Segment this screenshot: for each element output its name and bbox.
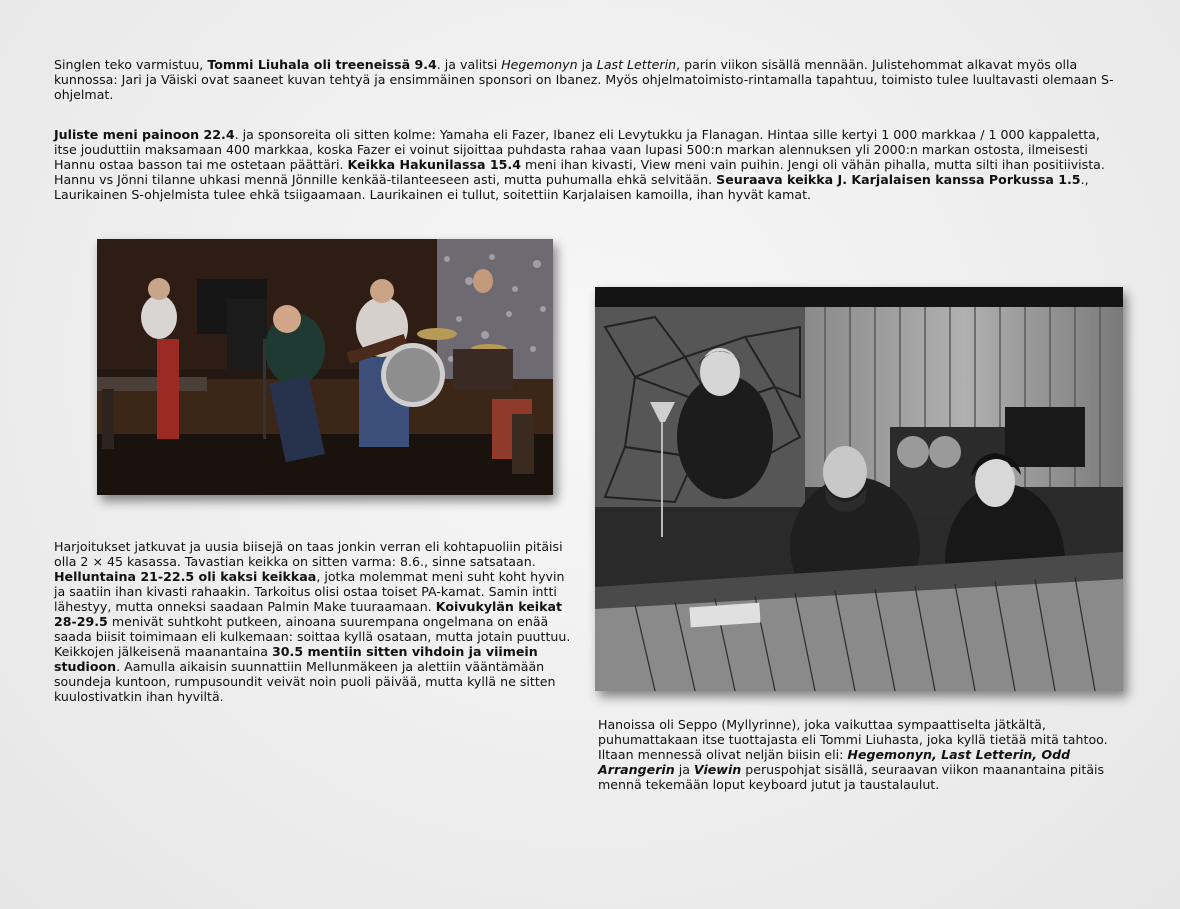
text: ., Laurikainen S-ohjelmista tulee ehkä tsiigaamaan. Laurikainen ei tullut, soitettiin Karjalaisen kamoilla, ihan hyvät kamat. <box>54 172 1089 202</box>
studio-photo <box>595 287 1123 691</box>
studio-photo-image <box>595 287 1123 691</box>
bold-text: 30.5 mentiin sitten vihdoin ja viimein studioon <box>54 644 538 674</box>
text: , parin viikon sisällä mennään. Julistehommat alkavat myös olla kunnossa: Jari ja Väiski ovat saaneet kuvan tehtyä ja ensimmäinen sponsori on Ibanez. Myös ohjelmatoimisto-rintamalla tapahtuu, toimisto tulee luultavasti olemaan S-ohjelmat. <box>54 57 1114 102</box>
text: ja <box>674 762 694 777</box>
text: menivät suhtkoht putkeen, ainoana suurempana ongelmana on enää saada biisit toimimaan eli kulkemaan: soittaa kyllä osataan, mutta jotain puuttuu. <box>54 614 571 644</box>
bold-text: Tommi Liuhala oli treeneissä 9.4 <box>207 57 437 72</box>
text: Hanoissa oli Seppo (Myllyrinne), joka vaikuttaa sympaattiselta jätkältä, puhumattakaan itse tuottajasta eli Tommi Liuhasta, joka kyllä tietää mitä tahtoo. Iltaan mennessä olivat neljän biisin eli: <box>598 717 1108 762</box>
song-titles: Hegemonyn, Last Letterin, Odd Arrangerin <box>598 747 1071 777</box>
paragraph-studio-session <box>598 717 1118 792</box>
band-photo-image <box>97 239 553 495</box>
bold-text: Koivukylän keikat 28-29.5 <box>54 599 563 629</box>
text: . Aamulla aikaisin suunnattiin Mellunmäkeen ja alettiin vääntämään soundeja kuntoon, rumpusoundit veivät noin puoli päivää, mutta kyllä ne sitten kuulostivatkin ihan hyviltä. <box>54 659 556 704</box>
bold-text: Helluntaina 21-22.5 oli kaksi keikkaa <box>54 569 317 584</box>
bold-text: Juliste meni painoon 22.4 <box>54 127 235 142</box>
text: peruspohjat sisällä, seuraavan viikon maanantaina pitäis mennä tekemään loput keyboard jutut ja taustalaulut. <box>598 762 1105 792</box>
text: . ja valitsi <box>436 57 502 72</box>
text: Harjoitukset jatkuvat ja uusia biisejä on taas jonkin verran eli kohtapuoliin pitäisi olla 2 × 45 kasassa. Tavastian keikka on sitten varma: 8.6., sinne satsataan. <box>54 539 563 569</box>
song-title: Viewin <box>693 762 742 777</box>
text: . ja sponsoreita oli sitten kolme: Yamaha eli Fazer, Ibanez eli Levytukku ja Flanagan. Hintaa sille kertyi 1 000 markkaa / 1 000 kappaletta, itse jouduttiin maksamaan 400 markkaa, koska Fazer ei voinut sijoittaa puhdasta rahaa vaan lupasi 500:n markan alennuksen yli 2000:n markan ostosta, ilmeisesti Hannu ostaa basson tai me ostetaan päättäri. <box>54 127 1100 172</box>
bold-text: Seuraava keikka J. Karjalaisen kanssa Porkussa 1.5 <box>716 172 1081 187</box>
text: , jotka molemmat meni suht koht hyvin ja saatiin ihan kivasti rahaakin. Tarkoitus olisi ostaa toiset PA-kamat. Samin intti lähestyy, mutta onneksi saadaan Palmin Make tuuraamaan. <box>54 569 565 614</box>
song-title: Last Letterin <box>596 57 677 72</box>
paragraph-single-recording <box>54 57 1124 102</box>
paragraph-poster-and-gigs <box>54 127 1124 202</box>
text: ja <box>577 57 597 72</box>
text: meni ihan kivasti, View meni vain puihin. Jengi oli vähän pihalla, mutta silti ihan positiivista. Hannu vs Jönni tilanne uhkasi mennä Jönnille kenkää-tilanteeseen asti, mutta puhumalla ehkä selvitään. <box>54 157 1105 187</box>
text: Singlen teko varmistuu, <box>54 57 208 72</box>
song-title: Hegemonyn <box>501 57 578 72</box>
text: Keikkojen jälkeisenä maanantaina <box>54 644 273 659</box>
bold-text: Keikka Hakunilassa 15.4 <box>347 157 521 172</box>
band-live-photo <box>97 239 553 495</box>
paragraph-rehearsals-and-studio <box>54 539 574 704</box>
